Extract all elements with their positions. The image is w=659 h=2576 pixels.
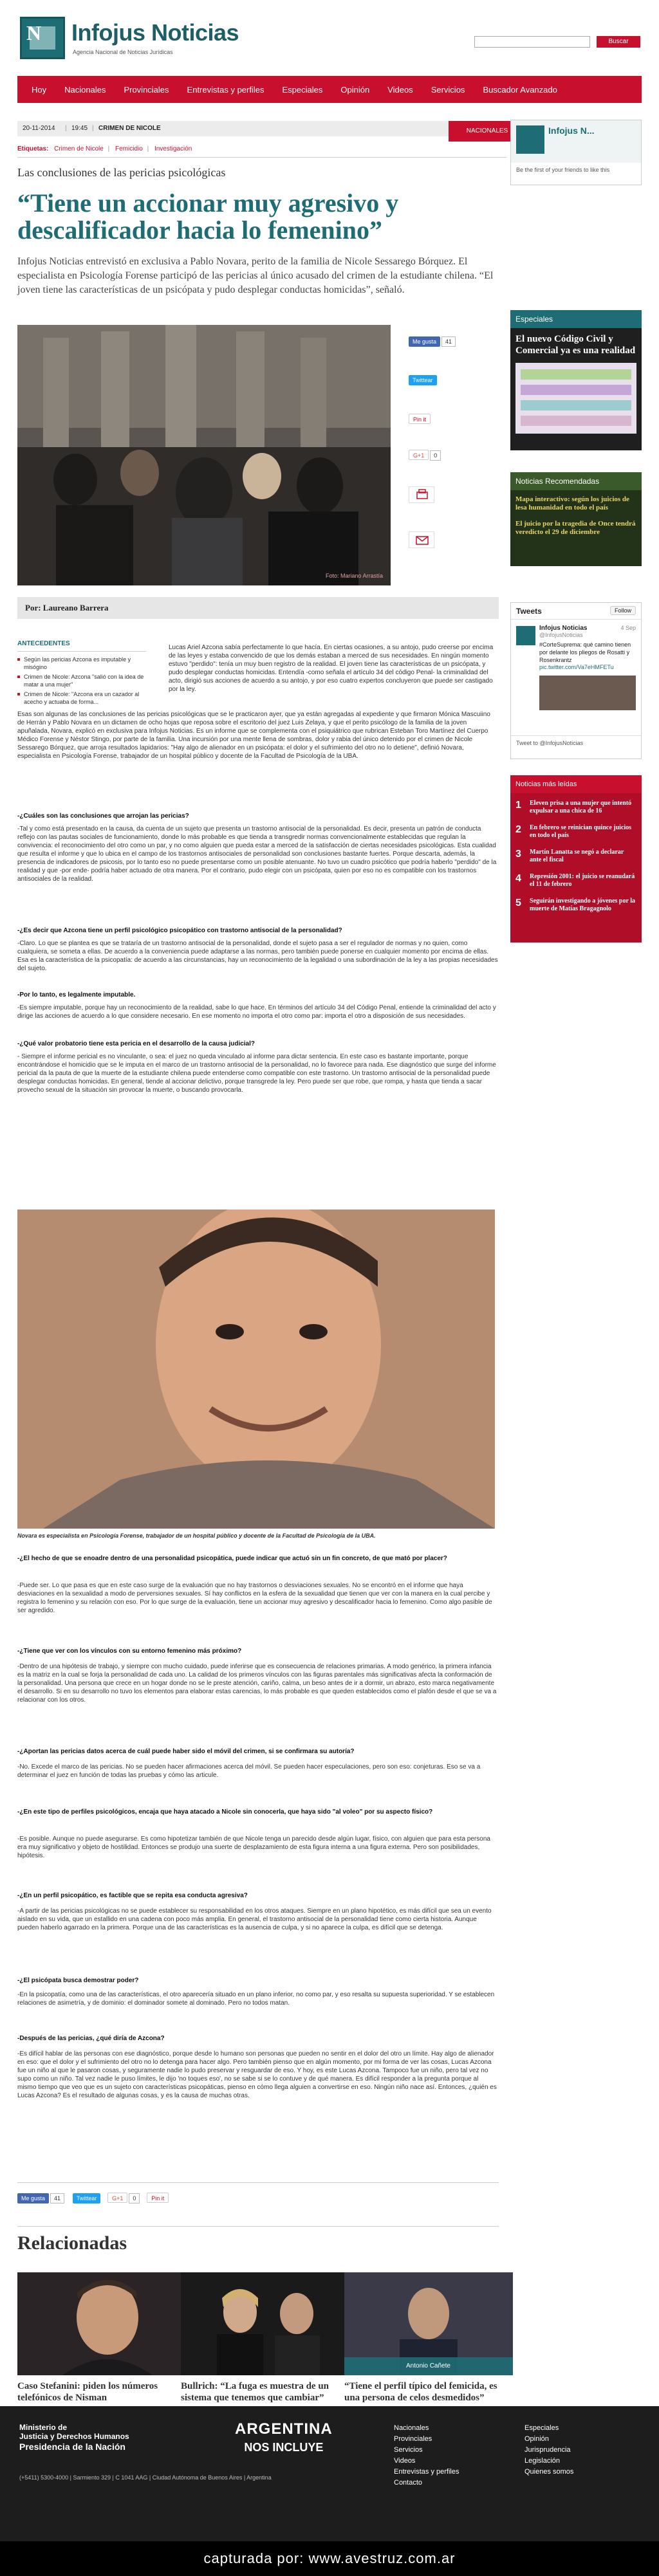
nav-item-provinciales[interactable]: Provinciales [124,84,169,95]
interview-answer: -A partir de las pericias psicológicas no se puede establecer su responsabilidad en los otros ataques. Siempre en un plano hipotético, es más difícil que sea un evento aislado en su vida, que un estallido en una cadena con poco más amplia. En general, el trastorno antisocial de la personalidad tiene como cierta historia. Aunque pueden haberlo agarrado en la primera. Porque una de las características es la ausencia de culpa, y si no aparece la culpa, es difícil que se detenga. [17,1908,492,1931]
facebook-page-name[interactable]: Infojus N... [548,125,595,136]
footer-link[interactable]: Opinión [524,2435,549,2443]
body-paragraph: Lucas Ariel Azcona sabía perfectamente lo que hacía. En ciertas ocasiones, a su antojo, pudo creerse por encima de las leyes y estaba convencido de que los demás estaban a merced de sus necesidades. En ningún momento estuvo "perdido": tenía un muy buen registro de la realidad. El joven tiene las características de un psicópata, y pudo desplegar conductas homicidas. Entendía -como señala el artículo 34 del código Penal- la criminalidad del acto, dirigió sus acciones de acuerdo a su antojo, y por eso cuatro expertos concluyeron que puede ser castigado por la ley. [169,644,494,693]
article-photo[interactable] [17,325,391,585]
pinterest-button[interactable]: Pin it [409,414,431,424]
interview-answer: -Dentro de una hipótesis de trabajo, y siempre con mucho cuidado, puede inferirse que es consecuencia de relaciones primarias. A modo genérico, la primera infancia es la matriz en la cual se forja la personalidad de cada uno. La calidad de los primeros vínculos con las figuras parentales más significativas afecta la conformación de la personalidad. Una persona que crece en un hogar donde no se le preste atención, cariño, calma, un beso antes de ir a dormir, un abrazo, esto marca negativamente el desarrollo. Si en su desarrollo no tuvo los elementos para elaborar estas carencias, lo más probable es que queden establecidos como el plafón desde el que se va a relacionar con los otros. [17,1663,497,1704]
nav-item-hoy[interactable]: Hoy [32,84,47,95]
pinterest-button[interactable]: Pin it [147,2193,169,2203]
tags-line: Etiquetas: Crimen de Nicole | Femicidio | Investigación [17,145,192,152]
related-thumbnail[interactable] [181,2272,349,2375]
twitter-avatar[interactable] [516,626,535,645]
footer-address: (+5411) 5300-4000 | Sarmiento 329 | C 1041 AAG | Ciudad Autónoma de Buenos Aires | Argentina [19,2474,272,2481]
divider [17,157,506,158]
facebook-like-button[interactable]: Me gusta [17,2193,49,2203]
logo-icon: N [20,17,65,59]
facebook-like-count: 41 [50,2193,64,2203]
tweet-text: #CorteSuprema: qué camino tienen por delante los pliegos de Rosatti y Rosenkrantz [539,641,631,663]
interview-answer: -Tal y como está presentado en la causa, da cuenta de un sujeto que presenta un trastorno antisocial de la personalidad. Es decir, presenta un patrón de conducta reflejo con las pautas sociales de funcionamiento, donde lo más probable es que tienda a transgredir normas convencionalmente establecidas que regulan la convivencia: el reconocimiento del otro como un par, y no como alguien que pueda estar a merced de la satisfacción de ciertas necesidades psicológicas. Esta cualidad que resulta el informe y que lo ubica en el campo de los trastornos antisociales de personalidad son conclusiones bastante fuertes. Porque descarta, además, la presencia de indicadores de psicosis, por lo tanto eso no puede presentarse como un posible atenuante. No tuvo un cuadro psicótico que podría haberlo "perdido" de la realidad y que -por ende- podría haber actuado de otra manera. Por el contrario, pudo elegir con un psicópata, quien por eso no es compatible con los trastornos antisociales de la realidad. [17,825,497,883]
interview-question: -Después de las pericias, ¿qué diría de Azcona? [17,2035,165,2042]
tweet-button[interactable]: Twittear [409,375,437,385]
related-title: Relacionadas [17,2232,127,2254]
mas-leidas-item[interactable]: 5 Seguirán investigando a jóvenes por la muerte de Matías Bragagnolo [515,897,635,912]
article-author: Por: Laureano Barrera [17,597,499,619]
antecedentes-title: ANTECEDENTES [17,640,146,652]
tweet-link[interactable]: pic.twitter.com/Va7eHMFETu [539,664,614,670]
article-lead: Infojus Noticias entrevistó en exclusiva a Pablo Novara, perito de la familia de Nicole Sessarego Bórquez. El especialista en Psicología Forense participó de las pericias al único acusado del crimen de la estudiante chilena. “El joven tiene las características de un psicópata y pudo desplegar conductas homicidas”, señaló. [17,256,494,295]
main-nav [17,76,642,103]
body-paragraph: Esas son algunas de las conclusiones de las pericias psicológicas que se le practicaron ayer, que ya están agregadas al expediente y que firmaron Mónica Mascuiino de Herrán y Pablo Novara en un dictamen de ocho hojas que reposa sobre el escritorio del juez Luis Zelaya, y que el perito psicólogo de la familia de la joven apuñalada, Novara, explicó en exclusiva para Infojus Noticias. Es un informe que se complementa con el psiquiátrico que rubrican Esteban Toro Martínez del Cuerpo Médico Forense y Néstor Stingo, por parte de la familia. Una incursión por una mente llena de sombras, dolor y rabia del único detenido por el crimen de Nicole Sessarego Bórquez, que arroja resultados lapidarios: "Hay algo de alienador en un psicópata: el dolor y el sufrimiento del otro no lo detiene", definió Novara, especialista en Psicología Forense, trabajador de un hospital público y docente de la Facultad de Psicología de la UBA. [17,711,490,760]
interview-answer: -En la psicopatía, como una de las características, el otro aparecería situado en un plano inferior, no como par, y eso resalta su supuesta superioridad. Y se establecen relaciones de asimetría, y de dominio: el dominador somete al dominado. Pero no todos matan. [17,1991,495,2007]
especiales-headline[interactable]: El nuevo Código Civil y Comercial ya es una realidad [515,334,636,356]
nav-item-entrevistas[interactable]: Entrevistas y perfiles [187,84,265,95]
mas-leidas-item[interactable]: 1 Eleven prisa a una mujer que intentó expulsar a una chica de 16 [515,800,632,814]
nav-item-especiales[interactable]: Especiales [282,84,323,95]
interview-question: -Por lo tanto, es legalmente imputable. [17,991,136,998]
especiales-image[interactable] [515,363,636,434]
related-thumbnail-label: Antonio Cañete [406,2362,450,2369]
interview-answer: -Puede ser. Lo que pasa es que en este caso surge de la evaluación que no hay trastornos o desviaciones sexuales. No se encontró en el informe que haya desviaciones en la sexualidad a modo de perversiones sexuales. Sí hay conflictos en la esfera de la sexualidad que tienen que ver con la manera en la cual percibe y registra lo femenino y su relación con eso. Por lo que surge de la evaluación, tiene un accionar muy agresivo y descalificador hacia lo femenino. Como algo pasible de ser agredido. [17,1582,492,1614]
photo-credit: Foto: Mariano Arrastía [325,573,383,579]
interviewee-photo[interactable] [17,1210,495,1529]
interview-answer: - Siempre el informe pericial es no vinculante, o sea: el juez no queda vinculado al informe para dictar sentencia. En este caso es bastante importante, porque encontrándose el homicidio que se le imputa en el marco de un trastorno antisocial de la personalidad, no lo favorece para nada. Ese diagnóstico que surge del informe pericial da la pauta de que la muerte de la estudiante chilena puede entenderse como compatible con este trastorno. Un trastorno antisocial de la personalidad puede desplegar conductas homicidas. En general, tiende al accionar delictivo, porque transgrede la ley. Pero puede ser que robe, que rompa, y hasta que tienda a sacar provecho sexual de la situación sin provocar la muerte, o buscando provocarla. [17,1053,496,1094]
tweets-title: Tweets [516,607,542,616]
twitter-follow-button[interactable]: Follow [610,606,636,615]
tweet-account[interactable]: Infojus Noticias [539,625,588,632]
divider [17,2226,499,2227]
especiales-card[interactable] [510,328,642,450]
antecedentes-box [17,640,146,708]
footer-link[interactable]: Videos [394,2457,416,2465]
antecedentes-link[interactable]: Según las pericias Azcona es imputable y misógino [17,656,146,671]
related-item[interactable] [344,2272,513,2404]
footer-link[interactable]: Nacionales [394,2424,429,2432]
related-item[interactable] [17,2272,186,2404]
footer-link[interactable]: Jurisprudencia [524,2446,571,2454]
facebook-like-count: 41 [441,336,456,347]
facebook-friends-text: Be the first of your friends to like this [516,167,610,173]
footer-link[interactable]: Especiales [524,2424,559,2432]
article-meta-bar: 20-11-2014 | 19:45 | CRIMEN DE NICOLE [17,121,499,136]
divider [17,2182,499,2183]
interview-question: -¿Qué valor probatorio tiene esta pericia en el desarrollo de la causa judicial? [17,1040,255,1047]
google-plus-count: 0 [129,2193,140,2203]
site-footer [0,2406,659,2541]
footer-col1 [394,2423,459,2489]
argentina-logo: ARGENTINA NOS INCLUYE [235,2420,333,2454]
tweet-to-link[interactable]: Tweet to @InfojusNoticias [511,735,641,750]
related-caption[interactable]: Caso Stefanini: piden los números telefónicos de Nisman [17,2381,158,2403]
related-thumbnail[interactable] [17,2272,186,2375]
interview-answer: -No. Excede el marco de las pericias. No se pueden hacer afirmaciones acerca del móvil. Se pueden hacer especulaciones, pero son eso: conjeturas. Eso se va a determinar el juez en función de todas las pruebas y cómo las articule. [17,1763,481,1779]
nav-item-videos[interactable]: Videos [387,84,413,95]
tag-link[interactable]: Femicidio [115,145,143,152]
recomendadas-block [510,472,642,566]
tweets-widget [510,602,642,759]
mas-leidas-item[interactable]: 2 En febrero se reinician quince juicios en todo el país [515,824,632,839]
tweet-button[interactable]: Twittear [73,2193,101,2203]
nav-item-nacionales[interactable]: Nacionales [64,84,106,95]
related-thumbnail[interactable] [344,2272,513,2375]
related-caption[interactable]: Bullrich: “La fuga es muestra de un sistema que tenemos que cambiar” [181,2381,330,2403]
interview-answer: -Es posible. Aunque no puede asegurarse. Es como hipotetizar también de que Nicole tenga un parecido desde algún lugar, físico, con alguien que para esta persona era muy significativo y objeto de hostilidad. Entonces se produjo una suerte de desplazamiento de esta figura interna a una figura externa. Pero son posibilidades, hipótesis. [17,1835,490,1859]
facebook-like-button[interactable]: Me gusta [409,336,440,347]
especiales-title: Especiales [510,310,642,328]
recomendadas-link[interactable]: El juicio por la tragedia de Once tendrá veredicto el 29 de diciembre [515,520,636,536]
mas-leidas-item[interactable]: 4 Represión 2001: el juicio se reanudará el 11 de febrero [515,873,635,888]
footer-link[interactable]: Entrevistas y perfiles [394,2468,459,2476]
interview-answer: -Es difícil hablar de las personas con ese diagnóstico, porque desde lo humano son personas que pueden no sentir en el dolor del otro un límite. Hay algo de alienador en eso: que el dolor y el sufrimiento del otro no lo detenga para hacer algo. Pero también pienso que en algún momento, por mi forma de ver las cosas, Lucas Azcona fue un niño al que le pasaron cosas, y seguramente nadie lo pudo preservar y resguardar de eso. Y hoy, es este Lucas Azcona. Tampoco fue un niño, pero tal vez no supo como un niño. Tal vez nadie le puso límites, le dijo 'no toques eso', no se sabe si se lo contuve y de qué manera. Es difícil responder a la pregunta porque al mismo tiempo que veo que es un sujeto con características psicopáticas, pienso en cómo llega alguien a convertirse en eso. Ningún niño nace así. Entonces, ¿quién es Lucas Azcona? Es el resultado de algunas cosas, y es la causa de muchas otras. [17,2050,497,2099]
logo-icon [516,125,544,154]
especiales-block [510,310,642,450]
interview-answer: -Claro. Lo que se plantea es que se trataría de un trastorno antisocial de la personalidad, donde el sujeto pasa a ser el regulador de normas y no quien, como cualquiera, se someta a ellas. De acuerdo a la conveniencia puede adaptarse a las normas, pero también puede ponerse en cualquier momento por encima de ellas. Esa es la característica de la psicopatía: de acuerdo a las circunstancias, hay un reconocimiento de la legalidad o una subordinación de la ley a las propias necesidades del sujeto. [17,940,498,972]
portrait-caption: Novara es especialista en Psicología Forense, trabajador de un hospital público y docente de la Facultad de Psicología de la UBA. [17,1532,376,1539]
related-caption[interactable]: “Tiene el perfil típico del femicida, es una persona de celos desmedidos” [344,2381,497,2403]
interview-question: -¿El psicópata busca demostrar poder? [17,1977,139,1984]
recomendadas-title: Noticias Recomendadas [510,472,642,490]
article-time: 19:45 [71,125,88,132]
google-plus-button[interactable]: G+1 [409,450,429,460]
antecedentes-link[interactable]: Crimen de Nicole: Azcona "salió con la idea de matar a una mujer" [17,673,146,688]
search-button[interactable]: Buscar [597,36,640,48]
footer-link[interactable]: Provinciales [394,2435,432,2443]
print-icon[interactable] [409,486,434,503]
tweet-handle[interactable]: @InfojusNoticias [539,632,583,638]
ministry-logo[interactable]: Ministerio de Justicia y Derechos Humanos Presidencia de la Nación [19,2423,129,2452]
facebook-widget[interactable] [510,120,642,185]
related-item[interactable] [181,2272,349,2404]
footer-link[interactable]: Servicios [394,2446,423,2454]
capture-watermark: capturada por: www.avestruz.com.ar [0,2541,659,2576]
footer-link[interactable]: Contacto [394,2479,423,2487]
section-badge[interactable]: NACIONALES [449,121,526,142]
interview-answer: -Es siempre imputable, porque hay un reconocimiento de la realidad, sabe lo que hace. En términos del artículo 34 del Código Penal, entiende la criminalidad del acto y dirige las acciones de acuerdo a lo que considere necesario. En ese momento no importa el otro como par: importa el otro a disposición de sus necesidades. [17,1004,496,1020]
nav-item-servicios[interactable]: Servicios [431,84,465,95]
search-input[interactable] [474,36,590,48]
article-kicker: Las conclusiones de las pericias psicológicas [17,166,226,179]
mas-leidas-title: Noticias más leídas [510,775,642,793]
tweet-time: 4 Sep [620,625,636,631]
mas-leidas-item[interactable]: 3 Martín Lanatta se negó a declarar ante el fiscal [515,849,624,863]
interview-question: -¿El hecho de que se enoadre dentro de una personalidad psicopática, puede indicar que actuó sin un fin concreto, de que mató por placer? [17,1555,447,1562]
interview-question: -¿Tiene que ver con los vínculos con su entorno femenino más próximo? [17,1648,242,1655]
article-section[interactable]: CRIMEN DE NICOLE [98,125,161,132]
article-date: 20-11-2014 [23,125,55,132]
footer-col2 [524,2423,573,2478]
bottom-share-bar [17,2193,275,2203]
recomendadas-link[interactable]: Mapa interactivo: según los juicios de lesa humanidad en todo el país [515,495,629,511]
google-plus-count: 0 [430,450,441,461]
interview-question: -¿Cuáles son las conclusiones que arrojan las pericias? [17,813,189,820]
tags-label: Etiquetas: [17,145,49,152]
interview-question: -¿Aportan las pericias datos acerca de cuál puede haber sido el móvil del crimen, si se confirmara su autoría? [17,1748,355,1755]
tweet-image[interactable] [539,676,636,710]
mas-leidas-block [510,775,642,943]
footer-link[interactable]: Quienes somos [524,2468,574,2476]
site-header [17,12,642,67]
share-column [409,336,486,548]
site-name: Infojus Noticias [71,19,239,46]
tag-link[interactable]: Investigación [154,145,192,152]
interview-question: -¿En este tipo de perfiles psicológicos, encaja que haya atacado a Nicole sin conocerla, que haya sido "al voleo" por su aspecto físico? [17,1808,433,1816]
nav-item-buscador[interactable]: Buscador Avanzado [483,84,557,95]
article-headline: “Tiene un accionar muy agresivo y descalificador hacia lo femenino” [17,189,399,244]
interview-question: -¿En un perfil psicopático, es factible que se repita esa conducta agresiva? [17,1892,248,1899]
footer-link[interactable]: Legislación [524,2457,561,2465]
email-icon[interactable] [409,531,434,548]
nav-item-opinion[interactable]: Opinión [340,84,370,95]
google-plus-button[interactable]: G+1 [107,2193,127,2203]
interview-question: -¿Es decir que Azcona tiene un perfil psicológico psicopático con trastorno antisocial de la personalidad? [17,927,342,934]
tag-link[interactable]: Crimen de Nicole [54,145,104,152]
site-logo[interactable] [20,17,265,58]
antecedentes-link[interactable]: Crimen de Nicole: "Azcona era un cazador al acecho y actuaba de forma... [17,690,146,706]
site-tagline: Agencia Nacional de Noticias Jurídicas [73,49,173,55]
